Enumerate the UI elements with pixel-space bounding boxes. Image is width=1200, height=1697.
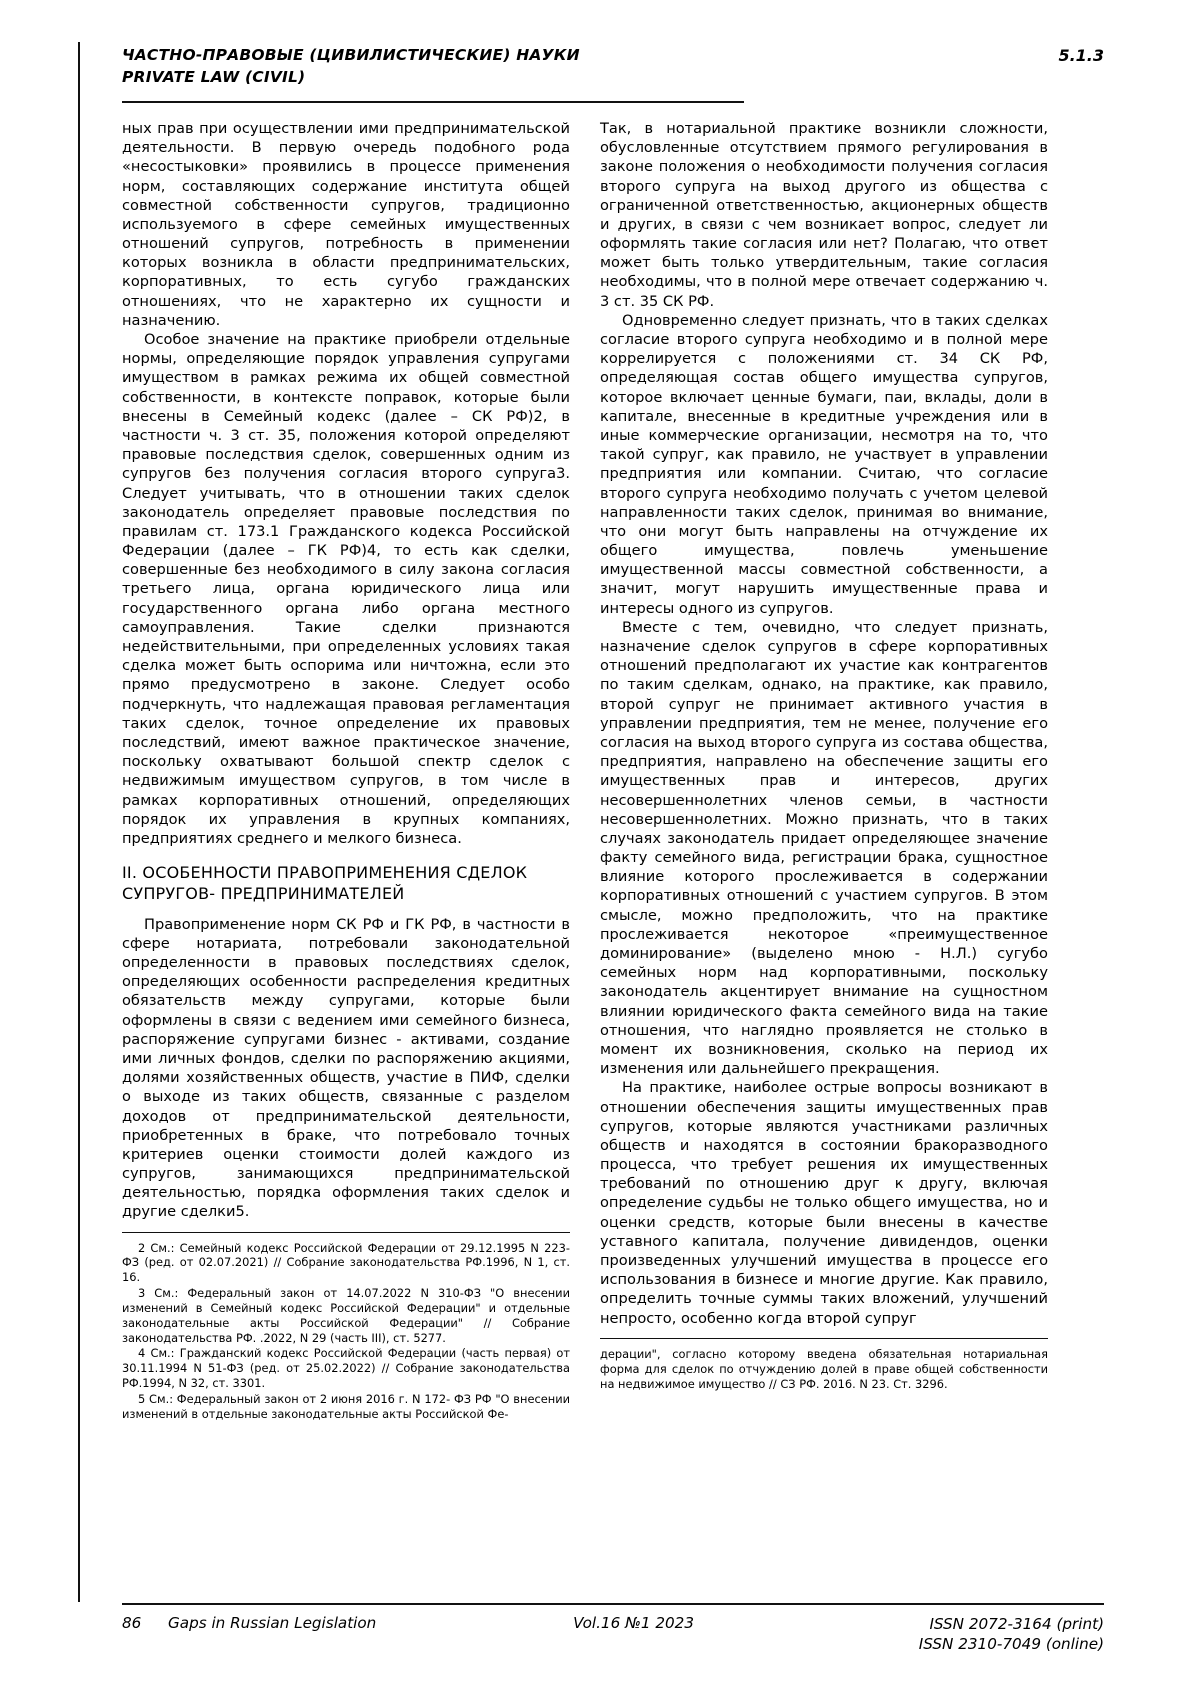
paragraph: На практике, наиболее острые вопросы возникают в отношении обеспечения защиты имущественных прав супругов, которые являются участниками различных обществ и находятся в состоянии бракоразводного процесса, что требует решения их имущественных требований по отношению друг к другу, включая определение судьбы не только общего имущества, но и оценки средств, которые были внесены в качестве уставного капитала, получение дивидендов, оценки произведенных улучшений имущества в процессе его использования в бизнесе и многие другие. Как правило, определить точные суммы таких вложений, улучшений непросто, особенно когда второй супруг <box>600 1079 1048 1327</box>
left-margin-rule <box>78 42 80 1602</box>
footnote: 4 См.: Гражданский кодекс Российской Федерации (часть первая) от 30.11.1994 N 51-ФЗ (ред. от 25.02.2022) // Собрание законодательства РФ.1994, N 32, ст. 3301. <box>122 1346 570 1391</box>
footer-content <box>122 1614 1104 1655</box>
page-footer <box>96 1603 1104 1655</box>
footnote: 2 См.: Семейный кодекс Российской Федерации от 29.12.1995 N 223-ФЗ (ред. от 02.07.2021) // Собрание законодательства РФ.1996, N 1, ст. 16. <box>122 1240 570 1285</box>
footnote: 3 См.: Федеральный закон от 14.07.2022 N 310-ФЗ "О внесении изменений в Семейный кодекс Российской Федерации" и отдельные законодательные акты Российской Федерации" // Собрание законодательства РФ. .2022, N 29 (часть III), ст. 5277. <box>122 1286 570 1345</box>
paragraph: Одновременно следует признать, что в таких сделках согласие второго супруга необходимо и в полной мере коррелируется с положениями ст. 34 СК РФ, определяющая состав общего имущества супругов, которое включает ценные бумаги, паи, вклады, доли в капитале, внесенные в кредитные учреждения или в иные коммерческие организации, несмотря на то, что такой супруг, как правило, не участвует в управлении предприятия или компании. Считаю, что согласие второго супруга необходимо получать с учетом целевой направленности таких сделок, принимая во внимание, что они могут быть направлены на отчуждение их общего имущества, повлечь уменьшение имущественной массы совместной собственности, а значит, могут нарушить имущественные права и интересы одного из супругов. <box>600 311 1048 617</box>
section-heading: II. ОСОБЕННОСТИ ПРАВОПРИМЕНЕНИЯ СДЕЛОК СУПРУГОВ- ПРЕДПРИНИМАТЕЛЕЙ <box>122 863 528 903</box>
header-rubric-en: PRIVATE LAW (CIVIL) <box>122 68 306 87</box>
footnote-continuation: дерации", согласно которому введена обязательная нотариальная форма для сделок по отчуждению долей в праве общей собственности на недвижимое имущество // СЗ РФ. 2016. N 23. Ст. 3296. <box>600 1338 1048 1392</box>
footnote: 5 См.: Федеральный закон от 2 июня 2016 г. N 172- ФЗ РФ "О внесении изменений в отдельные законодательные акты Российской Фе- <box>122 1391 570 1421</box>
two-column-body <box>96 119 1104 1423</box>
issn-online: ISSN 2310-7049 (online) <box>918 1635 1104 1654</box>
paragraph: Так, в нотариальной практике возникли сложности, обусловленные отсутствием прямого регулирования в законе положения о необходимости получения согласия второго супруга на выход другого из общества с ограниченной ответственностью, акционерных обществ и других, в связи с чем возникает вопрос, следует ли оформлять такие согласия или нет? Полагаю, что ответ может быть только утвердительным, такие согласия необходимы, что в полной мере отвечает содержанию ч. 3 ст. 35 СК РФ. <box>600 119 1048 310</box>
page-number: 86 <box>122 1613 142 1632</box>
paragraph: Особое значение на практике приобрели отдельные нормы, определяющие порядок управления супругами имуществом в рамках режима их общей совместной собственности, в контексте поправок, которые были внесены в Семейный кодекс (далее – СК РФ)2, в частности ч. 3 ст. 35, положения которой определяют правовые последствия сделок, совершенных одним из супругов без получения согласия второго супруга3. Следует учитывать, что в отношении таких сделок законодатель определяет правовые последствия по правилам ст. 173.1 Гражданского кодекса Российской Федерации (далее – ГК РФ)4, то есть как сделки, совершенные без необходимого в силу закона согласия третьего лица, органа юридического лица или государственного органа либо органа местного самоуправления. Такие сделки признаются недействительными, при определенных условиях такая сделка может быть оспорима или ничтожна, если это прямо предусмотрено в законе. Следует особо подчеркнуть, что надлежащая правовая регламентация таких сделок, точное определение их правовых последствий, имеют важное практическое значение, поскольку охватывают большой спектр сделок с недвижимым имуществом супругов, в том числе в рамках корпоративных отношений, определяющих порядок их управления в крупных компаниях, предприятиях среднего и мелкого бизнеса. <box>122 331 570 847</box>
footnotes-left <box>122 1232 570 1422</box>
page-header <box>96 44 1104 89</box>
header-specialty-code: 5.1.3 <box>1058 46 1104 65</box>
paragraph: ных прав при осуществлении ими предпринимательской деятельности. В первую очередь подобного рода «несостыковки» проявились в процессе применения норм, составляющих содержание института общей совместной собственности супругов, традиционно используемого в сфере семейных имущественных отношений супругов, потребность в применении которых возникла в области предпринимательских, корпоративных, то есть сугубо гражданских отношениях, что не характерно их сущности и назначению. <box>122 119 570 329</box>
issn-print: ISSN 2072-3164 (print) <box>929 1614 1104 1633</box>
header-rubric <box>122 44 580 89</box>
volume-issue: Vol.16 №1 2023 <box>573 1613 695 1632</box>
issn-block <box>919 1614 1104 1655</box>
header-rubric-ru: ЧАСТНО-ПРАВОВЫЕ (ЦИВИЛИСТИЧЕСКИЕ) НАУКИ <box>122 46 580 64</box>
footer-divider <box>122 1603 1104 1605</box>
right-column <box>600 119 1048 1423</box>
paragraph: Вместе с тем, очевидно, что следует признать, назначение сделок супругов в сфере корпоративных отношений предполагают их участие как контрагентов по таким сделкам, однако, на практике, как правило, второй супруг не принимает активного участия в управлении предприятия, тем не менее, получение его согласия на выход второго супруга из состава общества, предприятия, направлено на обеспечение защиты его имущественных прав и интересов, других несовершеннолетних членов семьи, в частности несовершеннолетних. Можно признать, что в таких случаях законодатель придает определяющее значение факту семейного вида, регистрации брака, сущностное влияние которого прослеживается в содержании корпоративных отношений с участием супругов. В этом смысле, можно предположить, что на практике прослеживается некоторое «преимущественное доминирование» (выделено мною - Н.Л.) сугубо семейных норм над корпоративными, поскольку законодатель акцентирует внимание на сущностном влиянии юридического факта семейного вида на такие отношения, что наглядно проявляется не столько в момент их возникновения, сколько на период их изменения или дальнейшего прекращения. <box>600 618 1048 1078</box>
header-divider <box>122 101 744 103</box>
left-column <box>122 119 570 1423</box>
paragraph: Правоприменение норм СК РФ и ГК РФ, в частности в сфере нотариата, потребовали законодательной определенности в правовых последствиях сделок, определяющих особенности распределения кредитных обязательств между супругами, которые были оформлены в связи с ведением ими семейного бизнеса, распоряжение супругами бизнес - активами, создание ими личных фондов, сделки по распоряжению акциями, долями хозяйственных обществ, участие в ПИФ, сделки о выходе из таких обществ, связанные с разделом доходов от предпринимательской деятельности, приобретенных в браке, что потребовало точных критериев оценки стоимости долей каждого из супругов, занимающихся предпринимательской деятельностью, порядка оформления таких сделок и другие сделки5. <box>122 915 570 1221</box>
journal-title: Gaps in Russian Legislation <box>168 1613 377 1632</box>
